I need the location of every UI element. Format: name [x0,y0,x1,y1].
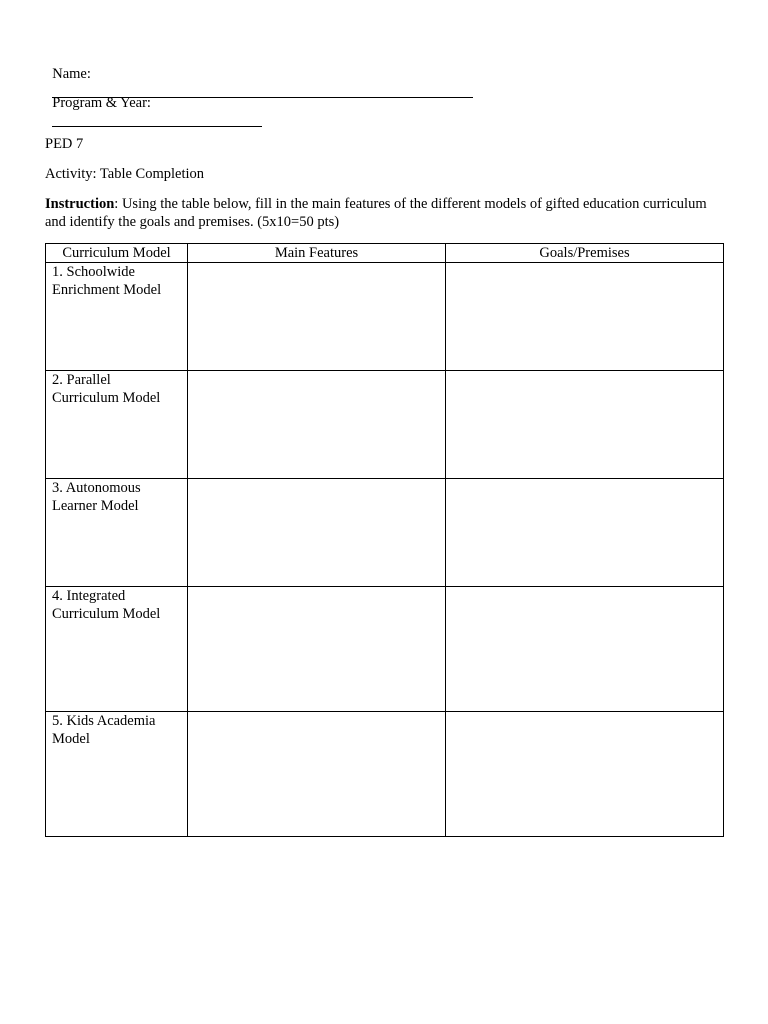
header-curriculum-model: Curriculum Model [46,244,188,263]
model-label: 2. Parallel Curriculum Model [52,372,161,406]
goals-premises-cell[interactable] [446,479,724,587]
model-cell [46,371,188,479]
program-year-label: Program & Year: [52,95,151,111]
main-features-cell[interactable] [188,587,446,712]
activity-title: Activity: Table Completion [45,166,205,182]
table-row [46,712,724,837]
model-label: 5. Kids Academia Model [52,713,156,747]
model-cell [46,479,188,587]
instruction-label: Instruction [45,196,115,212]
instruction-text: : Using the table below, fill in the main features of the different models of gifted education curriculum and identify the goals and premises. (5x10=50 pts) [45,196,707,230]
model-label: 4. Integrated Curriculum Model [52,588,161,622]
model-label: 3. Autonomous Learner Model [52,480,141,514]
model-cell [46,587,188,712]
goals-premises-cell[interactable] [446,371,724,479]
model-cell [46,712,188,837]
course-code: PED 7 [45,136,84,152]
table-row [46,371,724,479]
table-row [46,587,724,712]
name-label: Name: [52,66,91,82]
goals-premises-cell[interactable] [446,712,724,837]
main-features-cell[interactable] [188,479,446,587]
main-features-cell[interactable] [188,263,446,371]
program-year-field[interactable] [52,112,262,127]
header-goals-premises: Goals/Premises [446,244,724,263]
goals-premises-cell[interactable] [446,587,724,712]
table-row [46,479,724,587]
program-year-line [45,76,262,132]
header-main-features: Main Features [188,244,446,263]
goals-premises-cell[interactable] [446,263,724,371]
main-features-cell[interactable] [188,712,446,837]
curriculum-table [45,243,724,837]
model-label: 1. Schoolwide Enrichment Model [52,264,162,298]
instruction-paragraph [45,195,725,231]
model-cell [46,263,188,371]
table-row [46,263,724,371]
main-features-cell[interactable] [188,371,446,479]
table-header-row [46,244,724,263]
